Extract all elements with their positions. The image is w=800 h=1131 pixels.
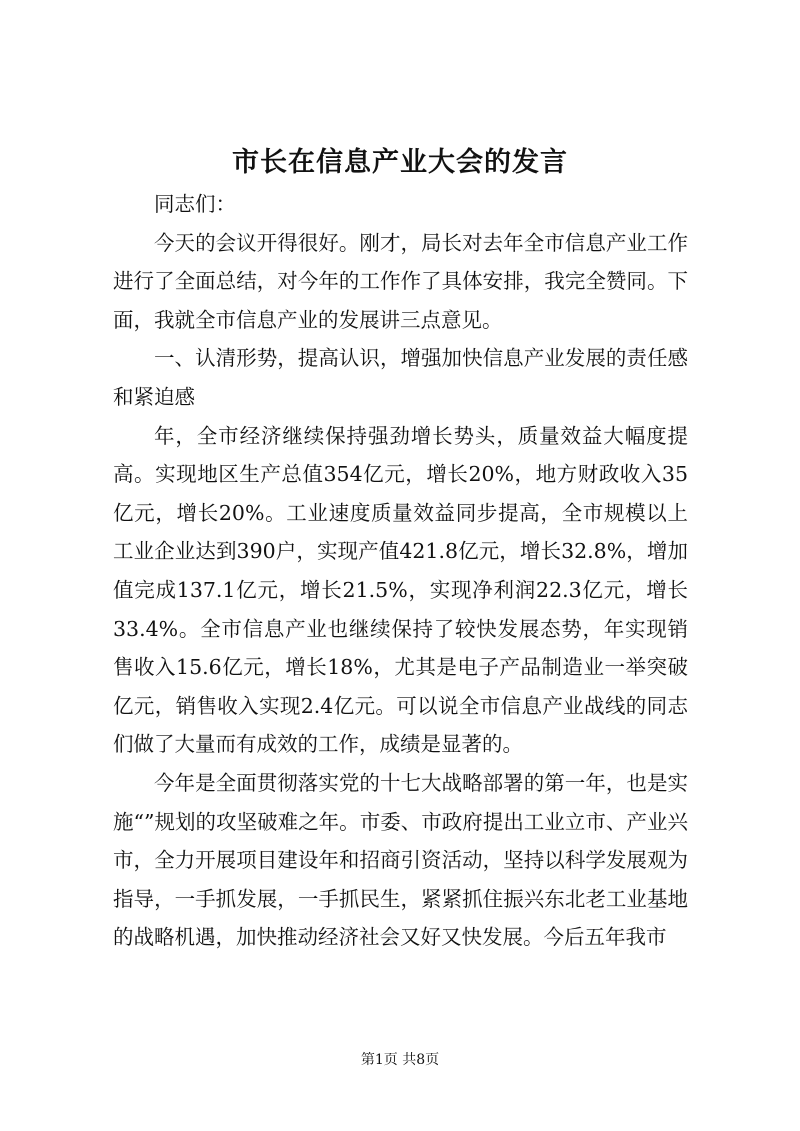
strategy-paragraph: 今年是全面贯彻落实党的十七大战略部署的第一年，也是实施“”规划的攻坚破难之年。市委、市政府提出工业立市、产业兴市，全力开展项目建设年和招商引资活动，坚持以科学发展观为指导，一手抓发展，一手抓民生，紧紧抓住振兴东北老工业基地的战略机遇，加快推动经济社会又好又快发展。今后五年我市 — [113, 770, 688, 950]
document-title: 市长在信息产业大会的发言 — [232, 147, 568, 178]
intro-paragraph: 今天的会议开得很好。刚才，局长对去年全市信息产业工作进行了全面总结，对今年的工作作了具体安排，我完全赞同。下面，我就全市信息产业的发展讲三点意见。 — [113, 230, 688, 332]
salutation-paragraph: 同志们： — [154, 192, 236, 216]
page-footer: 第1页 共8页 — [360, 1052, 440, 1068]
statistics-paragraph: 年，全市经济继续保持强劲增长势头，质量效益大幅度提高。实现地区生产总值354亿元，增长20%，地方财政收入35亿元，增长20%。工业速度质量效益同步提高，全市规模以上工业企业达到390户，实现产值421.8亿元，增长32.8%，增加值完成137.1亿元，增长21.5%，实现净利润22.3亿元，增长33.4%。全市信息产业也继续保持了较快发展态势，年实现销售收入15.6亿元，增长18%，尤其是电子产品制造业一举突破亿元，销售收入实现2.4亿元。可以说全市信息产业战线的同志们做了大量而有成效的工作，成绩是显著的。 — [113, 423, 688, 757]
document-body — [113, 185, 688, 957]
section-heading-paragraph: 一、认清形势，提高认识，增强加快信息产业发展的责任感和紧迫感 — [113, 346, 688, 409]
